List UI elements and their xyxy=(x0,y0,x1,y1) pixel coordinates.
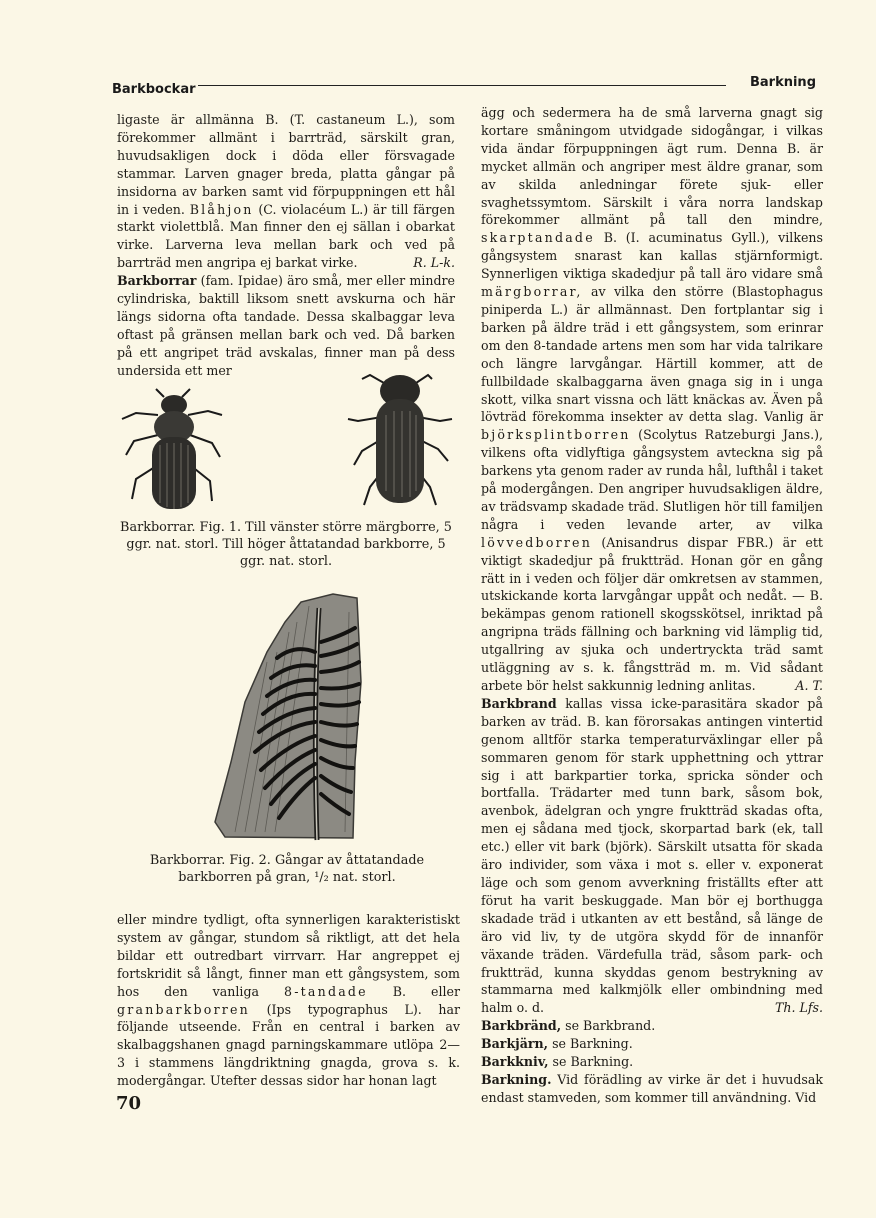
header-rule xyxy=(198,85,726,86)
left-column-bottom xyxy=(117,911,460,1090)
left-column-top xyxy=(117,111,455,380)
running-head-right: Barkning xyxy=(749,75,816,90)
entry-term: Barkborrar xyxy=(117,273,197,289)
figure-2-caption: Barkborrar. Fig. 2. Gångar av åttatandade barkborren på gran, ¹/₂ nat. storl. xyxy=(149,853,425,885)
entry-barkning: Barkning. Vid förädling av virke är det i huvudsak endast stamveden, som kommer till användning. Vid xyxy=(481,1071,823,1105)
beetle-illustration-right xyxy=(344,369,456,509)
author-signature: A. T. xyxy=(795,678,823,693)
paragraph-barkborrar-continued: ägg och sedermera ha de små larverna gnagt sig kortare småningom utvidgade sidogångar, i vilkas vida ändar förpuppningen ägt rum. Denna B. är mycket allmän och angriper mest äldre granar, som av skilda anledningar förete sjuk- eller svaghetssymtom. Särskilt i våra norra landskap förekommer allmänt på tall den mindre, skarptandade B. (I. acuminatus Gyll.), vilkens gångsystem snarast kan kallas stjärnformigt. Synnerligen viktiga skadedjur på tall äro vidare små märgborrar, av vilka den större (Blastophagus piniperda L.) är allmännast. Den fortplantar sig i barken på äldre träd i ett gångsystem, som erinrar om den 8-tandade artens men som har vida talrikare och längre larvgångar. Härtill kommer, att de fullbildade skalbaggarna även gnaga sig in i unga skott, vilka snart vissna och lätt knäckas av. Även på lövträd förekomma insekter av detta slag. Vanlig är björksplintborren (Scolytus Ratzeburgi Jans.), vilkens ofta vidlyftiga gångsystem avteckna sig på barkens yta genom rader av runda hål, lufthål i taket på modergången. Den angriper huvudsakligen äldre, av trädsvamp skadade träd. Slutligen hör till familjen några i veden levande arter, av vilka lövvedborren (Anisandrus dispar FBR.) är ett viktigt skadedjur på fruktträd. Honan gör en gång rätt in i veden och följer där omkretsen av stammen, utskickande korta larvgångar uppåt och nedåt. — B. bekämpas genom rationell skogsskötsel, inriktad på angripna träds fällning och barkning vid lämplig tid, utgallring av sjuka och undertryckta träd samt utläggning av s. k. fångstträd m. m. Vid sådant arbete bör helst sakkunnig ledning anlitas. A. T. xyxy=(481,105,823,693)
gallery-illustration xyxy=(205,592,365,842)
page-number: 70 xyxy=(116,1093,142,1114)
author-signature: Th. Lfs. xyxy=(774,1000,823,1016)
entry-barkkniv: Barkkniv, se Barkning. xyxy=(481,1054,634,1070)
right-column xyxy=(481,104,823,1107)
running-head-left: Barkbockar xyxy=(112,82,196,97)
spaced-term: Blåhjon xyxy=(189,201,254,217)
paragraph-gangsystem: eller mindre tydligt, ofta synnerligen karakteristiskt system av gångar, stundom så riktligt, att det hela bildar ett outredbart virrvarr. Har angreppet ej fortskridit så långt, finner man ett gångsystem, som hos den vanliga 8-tandade B. eller granbarkborren (Ips typographus L). har följande utseende. Från en central i barken av skalbaggshanen gnagd parningskammare utlöpa 2—3 i stammens längdriktning gnagda, grova s. k. modergångar. Utefter dessas sidor har honan lagt xyxy=(117,912,460,1089)
beetle-illustration-left xyxy=(118,385,228,515)
figure-1-caption: Barkborrar. Fig. 1. Till vänster större märgborre, 5 ggr. nat. storl. Till höger åttatandad barkborre, 5 ggr. nat. storl. xyxy=(120,520,452,569)
author-signature: R. L-k. xyxy=(413,255,455,271)
entry-barkbrand-ref: Barkbränd, se Barkbrand. xyxy=(481,1018,656,1034)
paragraph-barkbockar-end: ligaste är allmänna B. (T. castaneum L.), som förekommer allmänt i barrträd, särskilt gran, huvudsakligen dock i döda eller försvagade stammar. Larven gnager breda, platta gångar på insidorna av barken samt vid förpuppningen ett hål in i veden. Blåhjon (C. violacéum L.) är till färgen starkt violettblå. Man finner den ej sällan i obarkat virke. Larverna leva mellan bark och ved på barrträd men angripa ej barkat virke. R. L-k. xyxy=(117,112,455,271)
entry-barkjarn: Barkjärn, se Barkning. xyxy=(481,1036,633,1052)
entry-term: Barkbrand xyxy=(481,695,557,711)
paragraph-barkborrar: Barkborrar (fam. Ipidae) äro små, mer eller mindre cylindriska, baktill liksom snett avskurna och här längs sidorna ofta tandade. Dessa skalbaggar leva oftast på gränsen mellan bark och ved. Då barken på ett angripet träd avskalas, finner man på dess undersida ett mer xyxy=(117,273,455,378)
paragraph-barkbrand: Barkbrand kallas vissa icke-parasitära skador på barken av träd. B. kan förorsakas antingen vintertid genom alltför starka temperaturväxlingar eller på sommaren genom för stark upphettning och yttrar sig i att barkpartier torka, spricka sönder och bortfalla. Trädarter med tunn bark, såsom bok, avenbok, ädelgran och yngre fruktträd skadas ofta, men ej sådana med tjock, skorpartad bark (ek, tall etc.) eller vit bark (björk). Särskilt utsatta för skada äro individer, som växa i mot s. eller v. exponerat läge och som genom avverkning friställts efter att förut ha varit beskuggade. Man bör ej borthugga skadade träd i utkanten av ett bestånd, så länge de äro vid liv, ty de utgöra skydd för de innanför växande träden. Värdefulla träd, såsom park- och fruktträd, kunna skyddas genom bestrykning av stammarna med kalkmjölk eller ombindning med halm o. d. Th. Lfs. xyxy=(481,695,823,1016)
